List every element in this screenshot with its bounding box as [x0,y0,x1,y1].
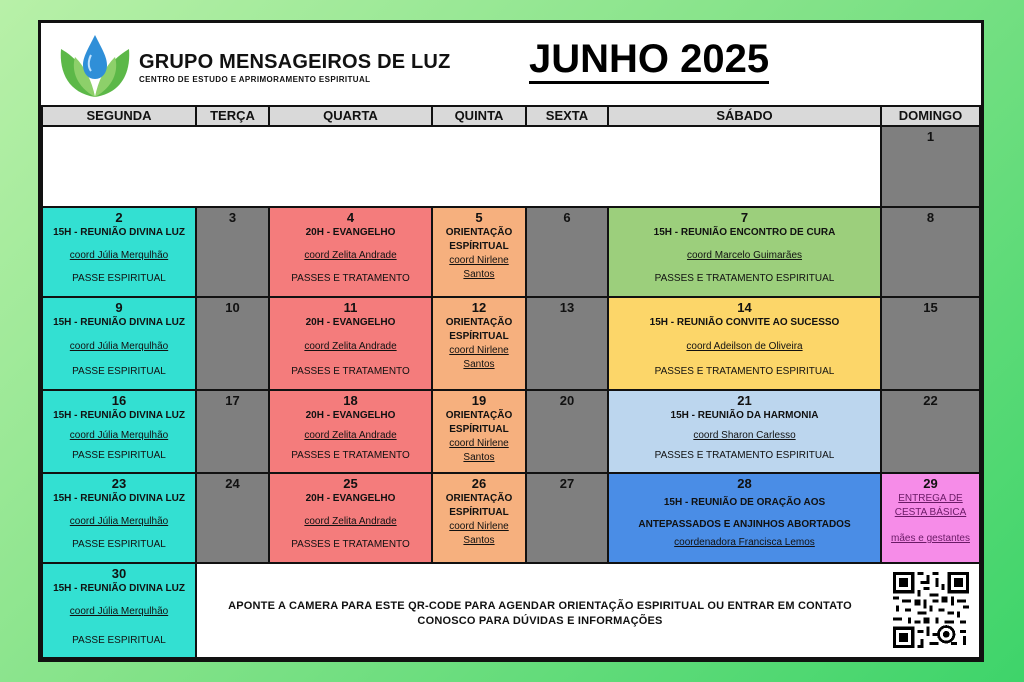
weekday-wednesday: QUARTA [268,105,433,127]
event-coordinator: coordenadora Francisca Lemos [674,537,815,548]
day-cell[interactable] [268,296,433,391]
day-number: 15 [923,300,938,315]
event-title: ESPÍRITUAL [449,241,509,252]
event-title: 20H - EVANGELHO [305,493,396,504]
event-note: PASSES E TRATAMENTO [291,539,410,550]
day-cell[interactable] [268,206,433,298]
event-note: PASSE ESPIRITUAL [72,273,166,284]
day-cell[interactable] [195,472,270,564]
day-cell[interactable] [268,472,433,564]
day-cell[interactable] [880,206,981,298]
event-note: PASSE ESPIRITUAL [72,450,166,461]
event-note: PASSE ESPIRITUAL [72,635,166,646]
day-number: 17 [225,393,240,408]
day-cell[interactable] [195,296,270,391]
event-title: 15H - REUNIÃO DIVINA LUZ [53,410,185,421]
day-cell[interactable] [880,472,981,564]
event-title: 15H - REUNIÃO DIVINA LUZ [53,317,185,328]
day-cell[interactable] [525,206,609,298]
day-number: 1 [926,129,935,144]
day-number: 8 [926,210,935,225]
event-coordinator: coord Júlia Merqulhão [69,606,169,617]
event-title: 15H - REUNIÃO DIVINA LUZ [53,227,185,238]
qr-info-cell [195,562,981,659]
day-cell[interactable] [880,389,981,474]
day-number: 24 [225,476,240,491]
qr-message: APONTE A CAMERA PARA ESTE QR-CODE PARA AGENDAR ORIENTAÇÃO ESPIRITUAL OU ENTRAR EM CONTATO CONOSCO PARA DÚVIDAS E INFORMAÇÕES [228,600,852,627]
day-number: 11 [343,300,358,315]
event-title: ORIENTAÇÃO [445,227,513,238]
event-title: ORIENTAÇÃO [445,317,513,328]
event-note: PASSE ESPIRITUAL [72,539,166,550]
day-number: 13 [559,300,575,315]
org-subtitle: CENTRO DE ESTUDO E APRIMORAMENTO ESPIRITUAL [139,75,371,84]
event-coordinator: coord Zelita Andrade [304,430,397,441]
day-cell[interactable] [431,206,527,298]
event-coordinator: coord Zelita Andrade [304,516,397,527]
day-number: 28 [737,476,752,491]
event-title: ENTREGA DE [898,493,963,504]
day-number: 2 [115,210,123,225]
weekday-sunday: DOMINGO [880,105,981,127]
day-number: 7 [740,210,749,225]
event-title: 20H - EVANGELHO [305,317,396,328]
day-cell[interactable] [607,296,882,391]
event-title: ORIENTAÇÃO [445,410,513,421]
event-title: 15H - REUNIÃO DA HARMONIA [670,410,819,421]
day-number: 14 [737,300,752,315]
event-title: 20H - EVANGELHO [305,227,396,238]
day-cell[interactable] [195,389,270,474]
event-title: ESPÍRITUAL [449,331,509,342]
event-coordinator: coord Nirlene [449,438,509,449]
event-coordinator: coord Júlia Merqulhão [69,516,169,527]
day-cell[interactable] [607,206,882,298]
event-coordinator: Santos [463,269,495,280]
event-title: 15H - REUNIÃO CONVITE AO SUCESSO [649,317,840,328]
event-title: 15H - REUNIÃO DE ORAÇÃO AOS [663,497,826,508]
event-coordinator: Santos [463,359,495,370]
day-number: 30 [111,566,127,581]
day-number: 22 [923,393,938,408]
event-coordinator: coord Zelita Andrade [304,250,397,261]
day-cell[interactable] [607,472,882,564]
org-name: GRUPO MENSAGEIROS DE LUZ [139,51,451,73]
event-note: PASSES E TRATAMENTO ESPIRITUAL [654,366,835,377]
calendar-grid [41,105,981,659]
event-note: PASSES E TRATAMENTO [291,366,410,377]
day-number: 29 [923,476,938,491]
day-cell[interactable] [431,472,527,564]
event-coordinator: coord Nirlene [449,255,509,266]
weekday-tuesday: TERÇA [195,105,270,127]
event-coordinator: coord Júlia Merqulhão [69,250,169,261]
event-note: PASSES E TRATAMENTO [291,273,410,284]
day-number: 21 [737,393,752,408]
day-cell[interactable] [195,206,270,298]
event-title: ANTEPASSADOS E ANJINHOS ABORTADOS [638,519,851,530]
event-title: 15H - REUNIÃO DIVINA LUZ [53,493,185,504]
day-number: 25 [343,476,358,491]
qr-code-icon[interactable] [893,572,969,648]
event-note: PASSES E TRATAMENTO ESPIRITUAL [654,450,835,461]
day-cell[interactable] [41,296,197,391]
day-number: 10 [225,300,240,315]
event-coordinator: Santos [463,535,495,546]
event-coordinator: Santos [463,452,495,463]
weekday-thursday: QUINTA [431,105,527,127]
event-title: 15H - REUNIÃO DIVINA LUZ [53,583,185,594]
day-cell[interactable] [880,296,981,391]
day-number: 4 [346,210,355,225]
day-number: 16 [111,393,127,408]
event-title: 20H - EVANGELHO [305,410,396,421]
day-number: 23 [111,476,127,491]
day-number: 5 [475,210,483,225]
event-coordinator: coord Júlia Merqulhão [69,430,169,441]
day-cell[interactable] [41,562,197,659]
header [41,23,981,107]
day-number: 18 [343,393,358,408]
day-cell[interactable] [41,472,197,564]
calendar-poster [38,20,984,662]
event-title: ESPÍRITUAL [449,424,509,435]
event-coordinator: coord Júlia Merqulhão [69,341,169,352]
event-note: PASSE ESPIRITUAL [72,366,166,377]
day-cell[interactable] [525,389,609,474]
event-title: ESPÍRITUAL [449,507,509,518]
day-number: 6 [563,210,571,225]
day-number: 19 [471,393,487,408]
day-cell[interactable] [268,389,433,474]
day-cell[interactable] [431,389,527,474]
day-number: 20 [559,393,575,408]
leaf-drop-logo-icon [55,31,135,101]
day-number: 27 [559,476,575,491]
day-number: 3 [228,210,237,225]
event-title: 15H - REUNIÃO ENCONTRO DE CURA [653,227,836,238]
event-coordinator: coord Adeilson de Oliveira [686,341,803,352]
event-coordinator: coord Marcelo Guimarães [686,250,803,261]
day-cell[interactable] [525,296,609,391]
empty-week-cell [41,125,882,208]
day-number: 26 [471,476,487,491]
event-note: PASSES E TRATAMENTO [291,450,410,461]
event-coordinator: coord Zelita Andrade [304,341,397,352]
month-title: JUNHO 2025 [529,37,769,84]
day-cell[interactable] [41,206,197,298]
day-number: 9 [115,300,123,315]
day-cell[interactable] [525,472,609,564]
weekday-monday: SEGUNDA [41,105,197,127]
event-title: ORIENTAÇÃO [445,493,513,504]
day-number: 12 [471,300,487,315]
event-coordinator: coord Sharon Carlesso [693,430,796,441]
day-cell[interactable] [880,125,981,208]
day-cell[interactable] [607,389,882,474]
event-coordinator: coord Nirlene [449,345,509,356]
weekday-saturday: SÁBADO [607,105,882,127]
event-title: CESTA BÁSICA [894,507,967,518]
weekday-friday: SEXTA [525,105,609,127]
event-note: PASSES E TRATAMENTO ESPIRITUAL [654,273,835,284]
event-coordinator: coord Nirlene [449,521,509,532]
day-cell[interactable] [41,389,197,474]
event-note: mães e gestantes [891,533,970,544]
day-cell[interactable] [431,296,527,391]
